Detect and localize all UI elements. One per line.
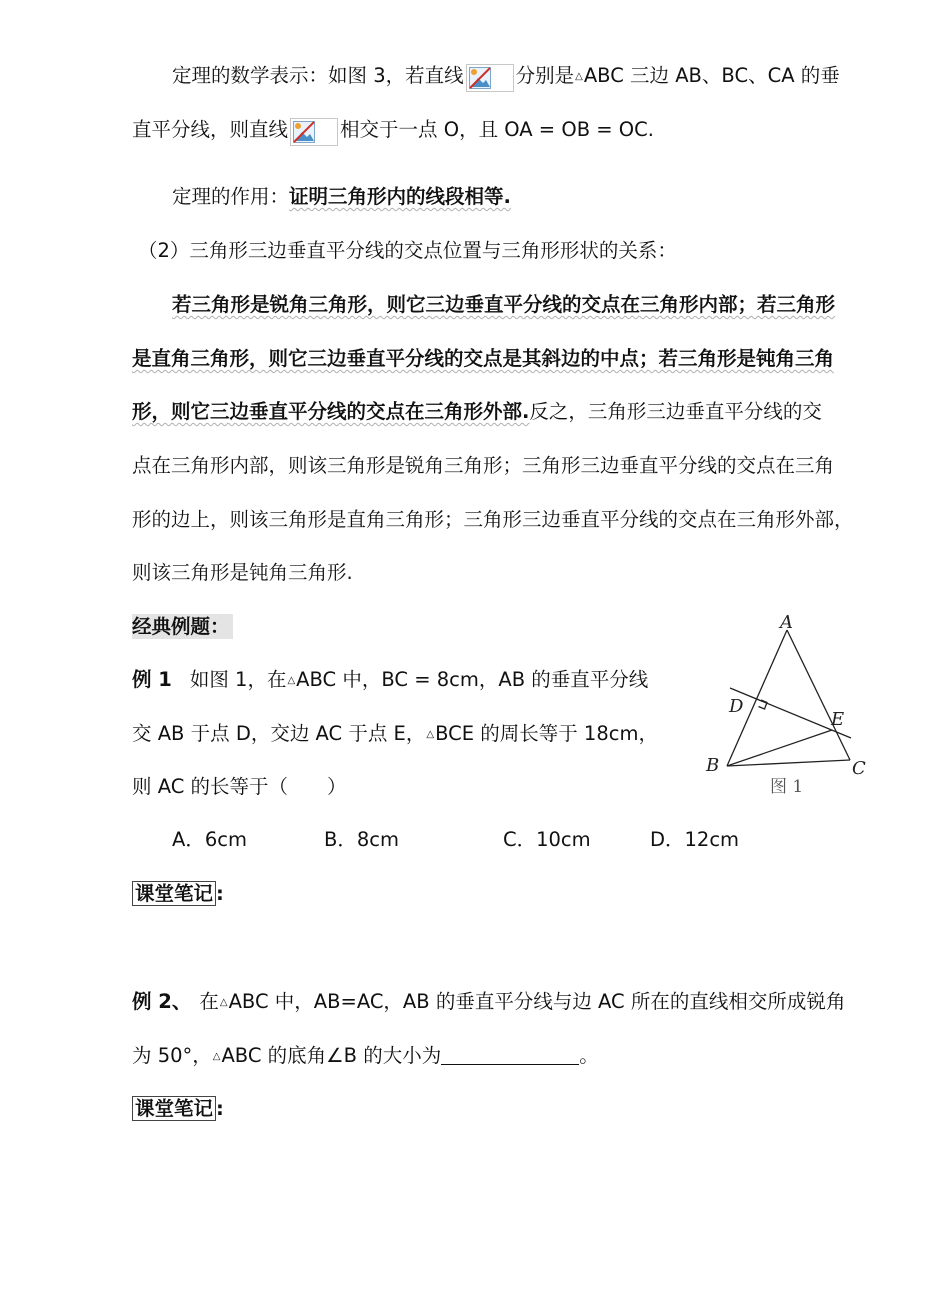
triangle-symbol: △ bbox=[287, 675, 296, 686]
section2-para-line-6: 则该三角形是钝角三角形. bbox=[132, 561, 353, 584]
bold-rule-text: 形，则它三边垂直平分线的交点在三角形外部. bbox=[132, 400, 530, 423]
section2-para-line-4: 点在三角形内部，则该三角形是锐角三角形；三角形三边垂直平分线的交点在三角 bbox=[132, 454, 835, 477]
notes-label-text: 课堂笔记 bbox=[132, 1096, 216, 1121]
examples-heading bbox=[132, 613, 233, 641]
example1-line-2 bbox=[132, 720, 658, 749]
theorem-line-1 bbox=[172, 62, 840, 92]
example1-text: 交 AB 于点 D，交边 AC 于点 E， bbox=[132, 722, 426, 745]
triangle-symbol: △ bbox=[212, 1051, 221, 1062]
examples-heading-text: 经典例题： bbox=[132, 614, 233, 639]
example2-label: 例 2、 bbox=[132, 990, 192, 1013]
role-text: 证明三角形内的线段相等. bbox=[289, 185, 511, 208]
converse-text: 反之，三角形三边垂直平分线的交 bbox=[529, 400, 822, 423]
notes-colon: : bbox=[216, 1097, 224, 1120]
example1-text: 如图 1，在 bbox=[189, 668, 287, 691]
theorem-line-2 bbox=[132, 116, 654, 146]
example1-line-1 bbox=[132, 666, 648, 695]
figure-caption: 图 1 bbox=[770, 777, 804, 797]
triangle-symbol: △ bbox=[575, 71, 583, 82]
section2-para-line-5: 形的边上，则该三角形是直角三角形；三角形三边垂直平分线的交点在三角形外部， bbox=[132, 508, 854, 531]
example2-line-2 bbox=[132, 1042, 599, 1071]
theorem-text: 相交于一点 O，且 OA = OB = OC. bbox=[340, 118, 654, 141]
theorem-text: 直平分线，则直线 bbox=[132, 118, 289, 141]
notes-colon: : bbox=[216, 882, 224, 905]
label-c: C bbox=[852, 758, 866, 779]
role-label: 定理的作用： bbox=[172, 185, 290, 208]
example2-text: 。 bbox=[579, 1044, 599, 1067]
option-b: B．8cm bbox=[324, 828, 400, 851]
bold-rule-text: 是直角三角形，则它三边垂直平分线的交点是其斜边的中点；若三角形是钝角三角 bbox=[132, 347, 835, 370]
section2-heading: （2）三角形三边垂直平分线的交点位置与三角形形状的关系： bbox=[138, 239, 677, 262]
example1-label: 例 1 bbox=[132, 668, 172, 691]
label-a: A bbox=[780, 612, 793, 633]
segment-ac bbox=[787, 630, 850, 760]
example1-text: ABC 中，BC = 8cm，AB 的垂直平分线 bbox=[296, 668, 649, 691]
section2-para-line-3 bbox=[132, 398, 822, 426]
option-c: C．10cm bbox=[503, 828, 591, 851]
segment-be bbox=[727, 730, 832, 766]
notes-label-text: 课堂笔记 bbox=[132, 881, 216, 906]
notes-label-1 bbox=[132, 880, 224, 908]
triangle-symbol: △ bbox=[219, 997, 228, 1008]
bold-rule-text: 若三角形是锐角三角形，则它三边垂直平分线的交点在三角形内部；若三角形 bbox=[172, 293, 836, 316]
theorem-text: ABC 三边 AB、BC、CA 的垂 bbox=[583, 64, 840, 87]
option-a: A．6cm bbox=[172, 828, 247, 851]
broken-image-icon bbox=[466, 64, 514, 92]
theorem-text: 定理的数学表示：如图 3，若直线 bbox=[172, 64, 464, 87]
figure-1-triangle bbox=[700, 608, 875, 803]
notes-label-2 bbox=[132, 1095, 224, 1123]
example1-text: BCE 的周长等于 18cm， bbox=[435, 722, 658, 745]
example2-line-1 bbox=[132, 988, 845, 1017]
theorem-role bbox=[172, 183, 511, 211]
example2-text: 为 50°， bbox=[132, 1044, 212, 1067]
example1-line-3: 则 AC 的长等于（ ） bbox=[132, 775, 347, 798]
section2-para-line-1 bbox=[172, 291, 835, 319]
theorem-text: 分别是 bbox=[515, 64, 575, 87]
segment-bc bbox=[727, 760, 850, 766]
triangle-symbol: △ bbox=[426, 729, 435, 740]
right-angle-mark bbox=[759, 700, 768, 709]
example2-text: ABC 的底角∠B 的大小为 bbox=[221, 1044, 442, 1067]
option-d: D．12cm bbox=[650, 828, 740, 851]
answer-blank[interactable] bbox=[441, 1042, 579, 1065]
broken-image-icon bbox=[290, 118, 338, 146]
label-e: E bbox=[831, 709, 845, 730]
label-b: B bbox=[706, 755, 720, 776]
example2-text: 在 bbox=[199, 990, 219, 1013]
label-d: D bbox=[729, 696, 744, 717]
section2-para-line-2 bbox=[132, 345, 834, 373]
example2-text: ABC 中，AB=AC，AB 的垂直平分线与边 AC 所在的直线相交所成锐角 bbox=[228, 990, 846, 1013]
